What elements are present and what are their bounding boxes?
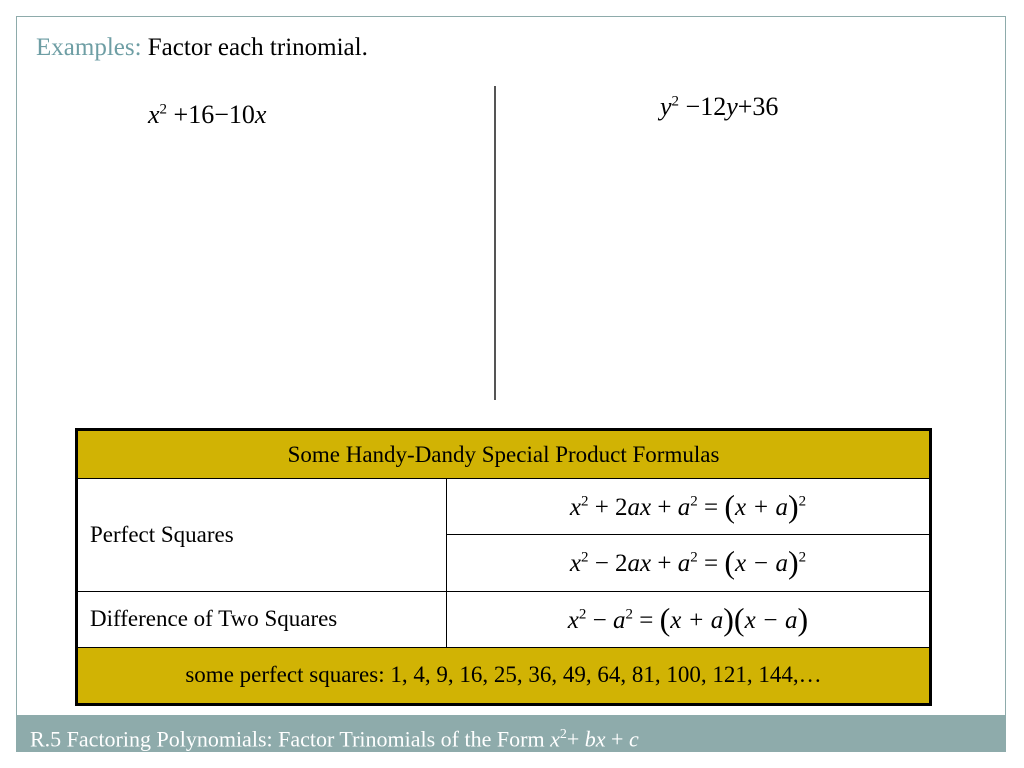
math-token: x: [567, 606, 579, 634]
paren: ): [797, 600, 809, 637]
footer-var-x: x: [550, 726, 560, 752]
footer-c: c: [628, 726, 639, 752]
formula-perfect-square-minus: [447, 535, 931, 591]
problem-right: [660, 92, 778, 122]
formula-table: [75, 428, 932, 706]
math-token: x + a: [670, 606, 724, 634]
math-token: + 2: [588, 494, 628, 522]
var-y: y: [660, 92, 672, 121]
expr-mid: −12: [679, 92, 727, 121]
var-x: x: [148, 100, 160, 129]
var-y: y: [726, 92, 738, 121]
footer-exponent: 2: [559, 727, 567, 742]
footer-text: R.5 Factoring Polynomials: Factor Trinomials of the Form: [30, 726, 551, 752]
paren: ): [723, 600, 734, 637]
expr-tail: +36: [737, 92, 779, 121]
expr-rest: +16−10: [167, 100, 255, 129]
paren: (: [724, 544, 736, 581]
row-label-difference-of-squares: Difference of Two Squares: [77, 591, 447, 647]
column-divider: [494, 86, 496, 400]
formula-perfect-square-plus: [447, 479, 931, 535]
paren: (: [733, 600, 745, 637]
exponent: 2: [159, 101, 168, 118]
math-token: x − a: [735, 550, 788, 578]
math-token: x: [569, 550, 581, 578]
paren: ): [788, 488, 799, 525]
math-token: x: [569, 494, 581, 522]
math-token: ax: [627, 550, 652, 578]
problem-left: [148, 100, 266, 130]
footer-bar: [16, 716, 1006, 752]
math-token: 2: [578, 606, 587, 623]
math-token: =: [633, 606, 660, 634]
paren: ): [788, 544, 799, 581]
math-token: +: [651, 550, 678, 578]
table-header: Some Handy-Dandy Special Product Formulas: [77, 430, 931, 479]
paren: (: [724, 488, 736, 525]
math-token: a: [613, 606, 626, 634]
math-token: ax: [627, 494, 652, 522]
footer-plus-c: +: [605, 726, 629, 752]
math-token: − 2: [588, 550, 628, 578]
math-token: 2: [580, 550, 589, 567]
footer-bx: bx: [584, 726, 606, 752]
math-token: =: [697, 494, 725, 522]
footer-plus: +: [566, 726, 585, 752]
var-x: x: [254, 100, 267, 129]
math-token: x + a: [735, 494, 788, 522]
paren: (: [659, 600, 671, 637]
math-token: 2: [690, 493, 698, 510]
math-token: =: [697, 550, 725, 578]
math-token: x − a: [744, 606, 798, 634]
math-token: +: [651, 494, 678, 522]
table-footer: some perfect squares: 1, 4, 9, 16, 25, 36, 49, 64, 81, 100, 121, 144,…: [77, 647, 931, 704]
exponent: 2: [671, 93, 680, 110]
math-token: 2: [798, 493, 807, 510]
slide-title: [36, 34, 368, 62]
math-token: 2: [798, 550, 807, 567]
row-label-perfect-squares: Perfect Squares: [77, 479, 447, 591]
math-token: 2: [580, 493, 589, 510]
title-rest: Factor each trinomial.: [141, 34, 368, 61]
math-token: 2: [690, 550, 698, 567]
math-token: a: [677, 494, 691, 522]
formula-difference-of-squares: [447, 591, 931, 647]
title-lead: Examples:: [36, 34, 142, 61]
math-token: −: [586, 606, 614, 634]
math-token: a: [677, 550, 691, 578]
math-token: 2: [625, 606, 634, 623]
